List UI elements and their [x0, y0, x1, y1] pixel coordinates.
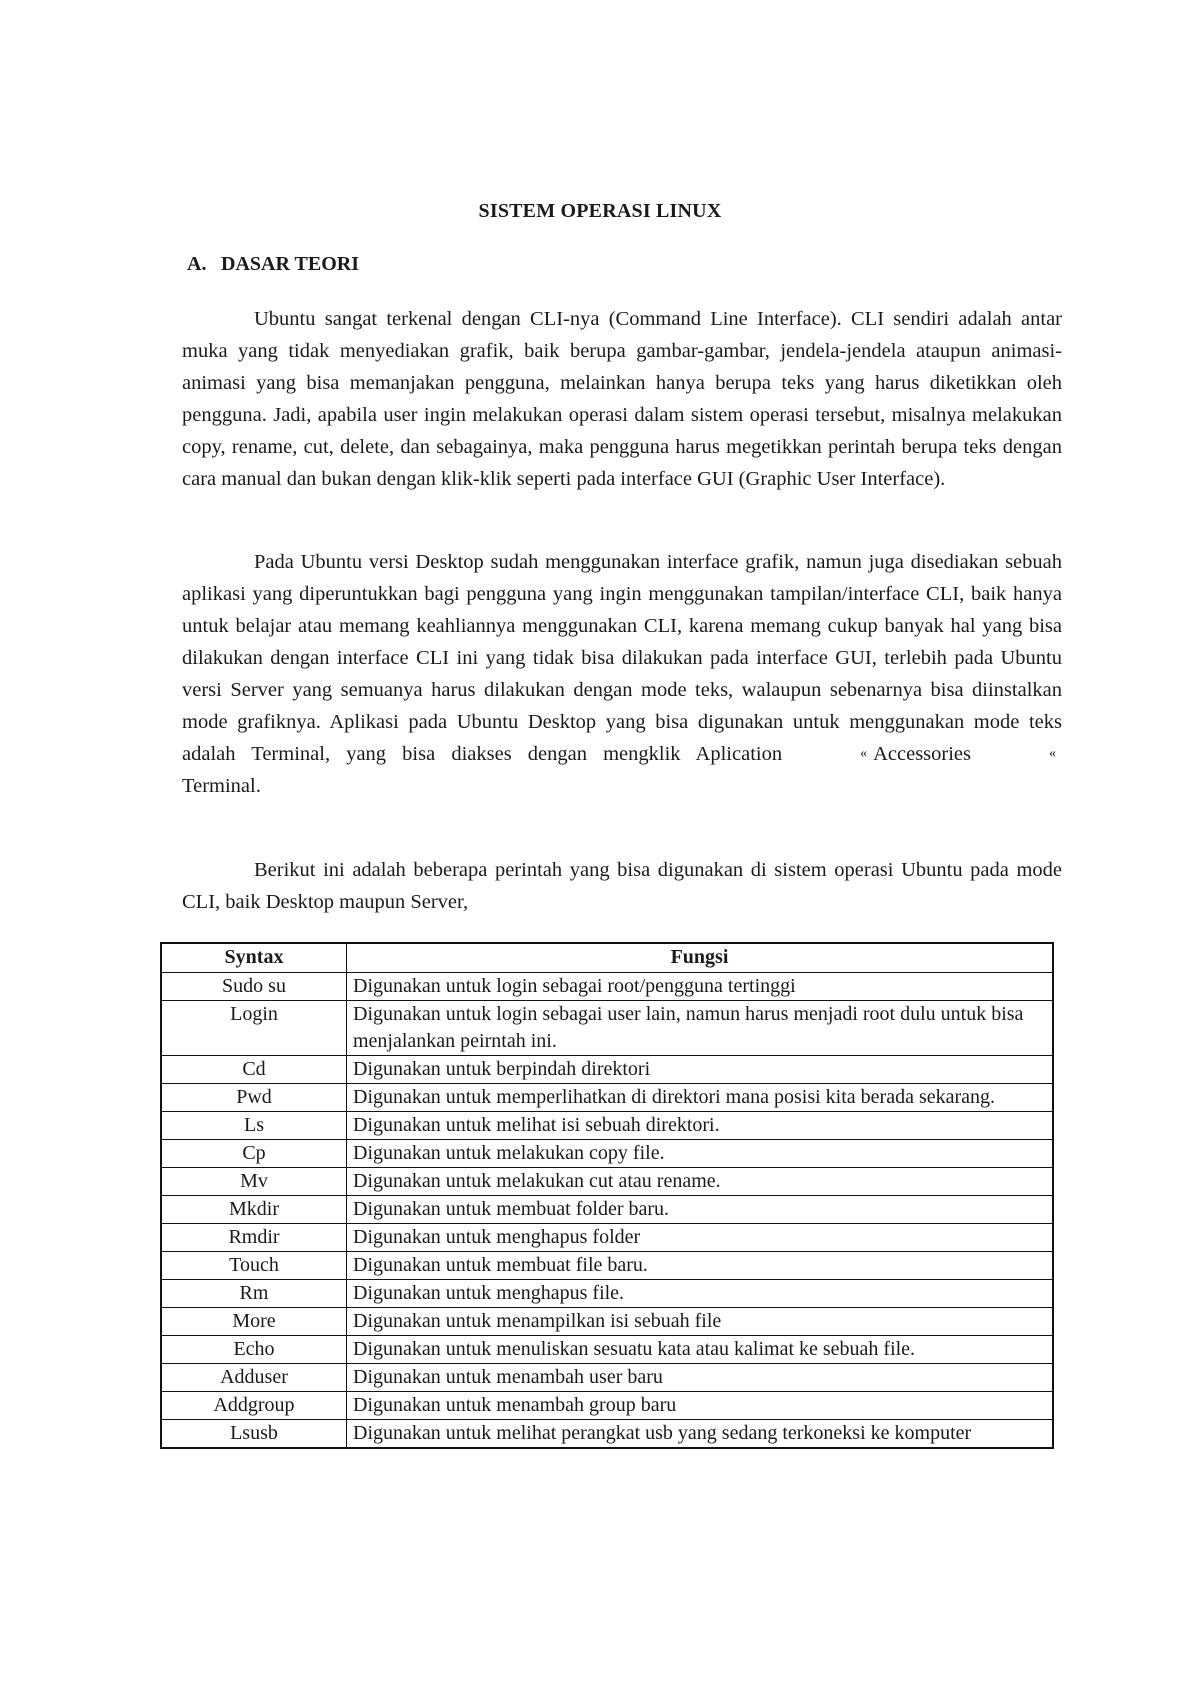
table-row	[161, 1364, 1053, 1392]
table-row	[161, 1140, 1053, 1168]
table-row	[161, 1084, 1053, 1112]
paragraph-text: Berikut ini adalah beberapa perintah yang bisa digunakan di sistem operasi Ubuntu pada mode CLI, baik Desktop maupun Server,	[182, 859, 1062, 913]
syntax-cell: Rmdir	[161, 1224, 347, 1252]
fungsi-cell: Digunakan untuk memperlihatkan di direktori mana posisi kita berada sekarang.	[347, 1084, 1054, 1112]
table-row	[161, 1280, 1053, 1308]
paragraph-main-text: Pada Ubuntu versi Desktop sudah menggunakan interface grafik, namun juga disediakan sebuah aplikasi yang diperuntukkan bagi pengguna yang ingin menggunakan tampilan/interface CLI, baik hanya untuk belajar atau memang keahliannya menggunakan CLI, karena memang cukup banyak hal yang bisa dilakukan dengan interface CLI ini yang tidak bisa dilakukan pada interface GUI, terlebih pada Ubuntu versi Server yang semuanya harus dilakukan dengan mode teks, walaupun sebenarnya bisa diinstalkan mode grafiknya. Aplikasi pada Ubuntu Desktop yang bisa digunakan untuk menggunakan mode teks adalah Terminal, yang bisa diakses dengan mengklik Aplication	[182, 551, 1062, 765]
syntax-cell: Login	[161, 1001, 347, 1056]
table-row	[161, 1308, 1053, 1336]
page-title: SISTEM OPERASI LINUX	[478, 200, 722, 222]
header-syntax: Syntax	[161, 943, 347, 973]
fungsi-cell: Digunakan untuk melakukan copy file.	[347, 1140, 1054, 1168]
table-row	[161, 1112, 1053, 1140]
paragraph-desktop	[182, 546, 1062, 802]
paragraph-intro	[182, 303, 1062, 495]
fungsi-cell: Digunakan untuk menampilkan isi sebuah file	[347, 1308, 1054, 1336]
paragraph-text: Ubuntu sangat terkenal dengan CLI-nya (Command Line Interface). CLI sendiri adalah antar muka yang tidak menyediakan grafik, baik berupa gambar-gambar, jendela-jendela ataupun animasi-animasi yang bisa memanjakan pengguna, melainkan hanya berupa teks yang harus diketikkan oleh pengguna. Jadi, apabila user ingin melakukan operasi dalam sistem operasi tersebut, misalnya melakukan copy, rename, cut, delete, dan sebagainya, maka pengguna harus megetikkan perintah berupa teks dengan cara manual dan bukan dengan klik-klik seperti pada interface GUI (Graphic User Interface).	[182, 308, 1062, 490]
fungsi-cell: Digunakan untuk melakukan cut atau rename.	[347, 1168, 1054, 1196]
table-row	[161, 1196, 1053, 1224]
header-fungsi: Fungsi	[347, 943, 1054, 973]
syntax-cell: Cd	[161, 1056, 347, 1084]
syntax-cell: Cp	[161, 1140, 347, 1168]
syntax-cell: Touch	[161, 1252, 347, 1280]
syntax-cell: More	[161, 1308, 347, 1336]
table-row	[161, 1252, 1053, 1280]
table-row	[161, 1056, 1053, 1084]
terminal-text: Terminal.	[182, 775, 261, 797]
table-row	[161, 1001, 1053, 1056]
menu-arrow-icon: «	[1049, 746, 1056, 761]
fungsi-cell: Digunakan untuk login sebagai root/pengguna tertinggi	[347, 973, 1054, 1001]
table-body	[161, 973, 1053, 1449]
syntax-cell: Mkdir	[161, 1196, 347, 1224]
fungsi-cell: Digunakan untuk menghapus file.	[347, 1280, 1054, 1308]
fungsi-cell: Digunakan untuk melihat isi sebuah direktori.	[347, 1112, 1054, 1140]
syntax-cell: Addgroup	[161, 1392, 347, 1420]
fungsi-cell: Digunakan untuk menambah group baru	[347, 1392, 1054, 1420]
fungsi-cell: Digunakan untuk menghapus folder	[347, 1224, 1054, 1252]
syntax-cell: Echo	[161, 1336, 347, 1364]
syntax-cell: Sudo su	[161, 973, 347, 1001]
table-row	[161, 1224, 1053, 1252]
fungsi-cell: Digunakan untuk membuat folder baru.	[347, 1196, 1054, 1224]
syntax-cell: Adduser	[161, 1364, 347, 1392]
syntax-cell: Mv	[161, 1168, 347, 1196]
fungsi-cell: Digunakan untuk melihat perangkat usb yang sedang terkoneksi ke komputer	[347, 1420, 1054, 1449]
table-header-row	[161, 943, 1053, 973]
syntax-cell: Lsusb	[161, 1420, 347, 1449]
section-heading	[187, 253, 359, 276]
menu-arrow-icon: «	[860, 746, 868, 761]
syntax-cell: Pwd	[161, 1084, 347, 1112]
fungsi-cell: Digunakan untuk berpindah direktori	[347, 1056, 1054, 1084]
syntax-cell: Ls	[161, 1112, 347, 1140]
accessories-text: Accessories	[873, 743, 971, 765]
fungsi-cell: Digunakan untuk login sebagai user lain, namun harus menjadi root dulu untuk bisa menjalankan peirntah ini.	[347, 1001, 1054, 1056]
table-row	[161, 1336, 1053, 1364]
paragraph-commands-intro	[182, 854, 1062, 918]
table-row	[161, 1420, 1053, 1449]
table-row	[161, 1392, 1053, 1420]
command-table	[160, 942, 1054, 1449]
section-letter: A.	[187, 253, 207, 275]
fungsi-cell: Digunakan untuk membuat file baru.	[347, 1252, 1054, 1280]
fungsi-cell: Digunakan untuk menuliskan sesuatu kata atau kalimat ke sebuah file.	[347, 1336, 1054, 1364]
table-row	[161, 1168, 1053, 1196]
section-heading-text: DASAR TEORI	[221, 253, 359, 275]
syntax-cell: Rm	[161, 1280, 347, 1308]
paragraph-text	[182, 546, 1062, 802]
fungsi-cell: Digunakan untuk menambah user baru	[347, 1364, 1054, 1392]
table-row	[161, 973, 1053, 1001]
